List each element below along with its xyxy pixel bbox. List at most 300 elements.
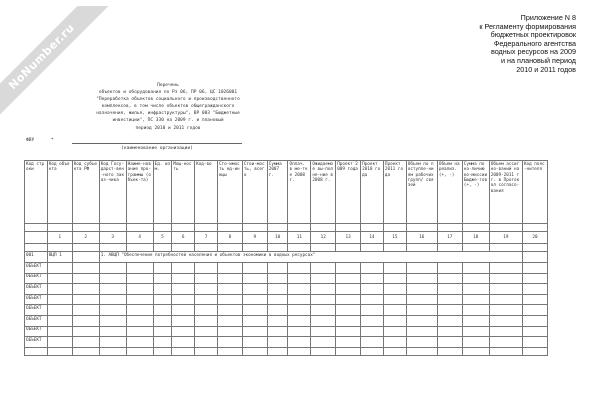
column-number: 8 [217, 232, 242, 244]
data-cell [172, 294, 195, 305]
object-label: ОБЪЕКТ [25, 262, 48, 273]
object-label: ОБЪЕКТ [25, 294, 48, 305]
column-number: 17 [437, 232, 462, 244]
data-cell [462, 305, 489, 316]
data-cell [336, 347, 361, 356]
data-cell [489, 294, 522, 305]
data-cell [522, 326, 547, 337]
data-cell [437, 337, 462, 348]
data-cell [361, 326, 384, 337]
fvu-mark: * [50, 138, 54, 143]
data-cell [311, 326, 336, 337]
spacer-cell [217, 243, 242, 252]
spacer-cell [522, 223, 547, 232]
table-row [25, 305, 548, 316]
data-cell [462, 347, 489, 356]
appendix-line: Приложение N 8 [520, 13, 576, 22]
spacer-cell [195, 223, 218, 232]
appendix-line: водных ресурсов на 2009 [490, 47, 576, 57]
object-label: ОБЪЕКТ [25, 337, 48, 348]
title-line: "Переработка объектов социального и производственного [96, 97, 240, 103]
data-cell [489, 326, 522, 337]
data-cell [406, 284, 437, 295]
data-cell [47, 337, 72, 348]
watermark-text: NoNumber.ru [0, 6, 120, 135]
data-cell [242, 305, 267, 316]
data-cell [383, 284, 406, 295]
data-cell [47, 326, 72, 337]
column-number: 20 [522, 232, 547, 244]
spacer-cell [267, 223, 288, 232]
data-cell [126, 273, 153, 284]
table-row [25, 337, 548, 348]
appendix-line: Федерального агентства [493, 38, 576, 48]
data-cell [72, 337, 99, 348]
data-cell [437, 284, 462, 295]
data-cell [172, 347, 195, 356]
data-cell [489, 305, 522, 316]
data-cell [195, 337, 218, 348]
appendix-header [376, 14, 576, 74]
data-cell [153, 262, 172, 273]
data-cell [99, 337, 126, 348]
data-cell [72, 347, 99, 356]
data-table [24, 160, 548, 356]
title-line: объектов и оборудования по Рз 06, ПР 06, ЦС 1026001 [98, 90, 238, 96]
data-cell [217, 315, 242, 326]
column-header: Код пояс-нителя [522, 161, 547, 224]
data-cell [72, 305, 99, 316]
data-cell [126, 284, 153, 295]
column-number: 13 [336, 232, 361, 244]
data-cell [462, 273, 489, 284]
data-cell [172, 284, 195, 295]
column-header: Код объекта [47, 161, 72, 224]
object-label: ОБЪЕКТ [25, 273, 48, 284]
spacer-cell [72, 243, 99, 252]
data-cell [242, 315, 267, 326]
data-cell [311, 262, 336, 273]
data-cell [462, 262, 489, 273]
spacer-row [25, 243, 548, 252]
appendix-line: 2010 и 2011 годов [516, 64, 576, 74]
data-cell [311, 337, 336, 348]
data-cell [267, 305, 288, 316]
data-cell [195, 294, 218, 305]
spacer-cell [153, 243, 172, 252]
appendix-line: к Регламенту формирования [479, 21, 576, 31]
data-cell [72, 284, 99, 295]
program-object-code: ВЦП 1 [47, 252, 72, 263]
spacer-cell [267, 243, 288, 252]
data-cell [172, 315, 195, 326]
data-cell [336, 262, 361, 273]
column-header: Проект 2009 года [336, 161, 361, 224]
data-cell [406, 326, 437, 337]
data-cell [288, 305, 311, 316]
data-cell [126, 315, 153, 326]
data-cell [462, 337, 489, 348]
data-cell [195, 284, 218, 295]
data-cell [462, 326, 489, 337]
column-number: 10 [267, 232, 288, 244]
title-line: период 2010 и 2011 годов [135, 125, 201, 131]
column-number: 12 [311, 232, 336, 244]
table-row [25, 273, 548, 284]
spacer-cell [489, 243, 522, 252]
column-number: 15 [383, 232, 406, 244]
column-number: 1 [47, 232, 72, 244]
data-cell [217, 284, 242, 295]
column-header: Код Госу-дарст-вен-ного заказ-чика [99, 161, 126, 224]
data-cell [195, 347, 218, 356]
data-cell [172, 273, 195, 284]
column-number: 5 [153, 232, 172, 244]
table-row [25, 326, 548, 337]
data-cell [522, 305, 547, 316]
data-cell [361, 337, 384, 348]
spacer-cell [437, 243, 462, 252]
data-cell [522, 294, 547, 305]
data-cell [406, 262, 437, 273]
title-line: Перечень [157, 83, 179, 88]
spacer-cell [406, 243, 437, 252]
column-header: Сто-имость ед-иницы [217, 161, 242, 224]
data-cell [489, 262, 522, 273]
data-cell [361, 262, 384, 273]
spacer-cell [25, 223, 48, 232]
column-header: Проект 2011 года [383, 161, 406, 224]
column-number: 18 [462, 232, 489, 244]
spacer-cell [522, 243, 547, 252]
spacer-cell [288, 243, 311, 252]
column-header: Объем на реализ. (+, -) [437, 161, 462, 224]
data-cell [172, 326, 195, 337]
column-number: 3 [99, 232, 126, 244]
data-cell [99, 326, 126, 337]
data-cell [267, 315, 288, 326]
data-cell [522, 284, 547, 295]
data-cell [217, 273, 242, 284]
data-cell [47, 294, 72, 305]
data-cell [336, 273, 361, 284]
data-cell [361, 315, 384, 326]
data-cell [336, 326, 361, 337]
data-cell [383, 347, 406, 356]
data-cell [383, 315, 406, 326]
data-cell [336, 294, 361, 305]
column-number: 2 [72, 232, 99, 244]
column-header: Код-во [195, 161, 218, 224]
data-cell [153, 337, 172, 348]
data-cell [99, 305, 126, 316]
data-cell [242, 347, 267, 356]
data-cell [406, 294, 437, 305]
data-cell [72, 326, 99, 337]
data-cell [47, 273, 72, 284]
spacer-cell [361, 223, 384, 232]
spacer-cell [195, 243, 218, 252]
data-cell [311, 294, 336, 305]
data-cell [336, 284, 361, 295]
table-row [25, 284, 548, 295]
data-cell [288, 347, 311, 356]
data-cell [126, 262, 153, 273]
program-row [25, 252, 548, 263]
data-cell [25, 347, 48, 356]
data-cell [217, 262, 242, 273]
fvu-caption: (наименование организации) [121, 146, 193, 151]
spacer-cell [172, 243, 195, 252]
data-cell [242, 273, 267, 284]
data-cell [195, 262, 218, 273]
column-header: Проект 2010 года [361, 161, 384, 224]
data-cell [217, 294, 242, 305]
data-cell [99, 294, 126, 305]
data-cell [361, 294, 384, 305]
data-cell [383, 305, 406, 316]
data-cell [406, 315, 437, 326]
spacer-cell [99, 223, 126, 232]
data-cell [311, 315, 336, 326]
spacer-cell [72, 223, 99, 232]
data-cell [153, 273, 172, 284]
data-cell [267, 337, 288, 348]
table-row [25, 262, 548, 273]
data-cell [437, 326, 462, 337]
data-cell [383, 337, 406, 348]
spacer-cell [288, 223, 311, 232]
data-cell [99, 284, 126, 295]
data-cell [195, 315, 218, 326]
data-cell [336, 337, 361, 348]
spacer-cell [126, 223, 153, 232]
data-cell [288, 315, 311, 326]
data-cell [47, 262, 72, 273]
data-cell [311, 284, 336, 295]
spacer-cell [383, 223, 406, 232]
data-cell [522, 347, 547, 356]
data-cell [242, 262, 267, 273]
fvu-underline [72, 143, 242, 144]
data-cell [288, 326, 311, 337]
column-header: Объем ассигно-ваний на 2009-2011 гг. в Протокол согласо-вания [489, 161, 522, 224]
column-header: Сумма 2007 г. [267, 161, 288, 224]
column-number: 16 [406, 232, 437, 244]
appendix-line: бюджетных проектировок [490, 30, 576, 40]
table-row [25, 315, 548, 326]
data-cell [406, 347, 437, 356]
data-cell [47, 284, 72, 295]
data-cell [311, 347, 336, 356]
spacer-cell [242, 223, 267, 232]
data-cell [489, 273, 522, 284]
data-cell [383, 273, 406, 284]
title-line: комплексов, в том числе объектов общегражданского [101, 104, 235, 110]
data-cell [522, 337, 547, 348]
data-cell [437, 294, 462, 305]
spacer-cell [383, 243, 406, 252]
data-cell [288, 273, 311, 284]
data-cell [72, 294, 99, 305]
data-cell [172, 337, 195, 348]
column-number: 19 [489, 232, 522, 244]
data-cell [522, 315, 547, 326]
data-cell [311, 273, 336, 284]
data-cell [437, 305, 462, 316]
table-row [25, 294, 548, 305]
spacer-cell [336, 223, 361, 232]
fvu-label-text: ФВУ [26, 138, 35, 143]
column-number: 14 [361, 232, 384, 244]
data-cell [267, 326, 288, 337]
data-cell [462, 284, 489, 295]
spacer-cell [99, 243, 126, 252]
data-cell [361, 284, 384, 295]
data-cell [217, 347, 242, 356]
data-cell [242, 326, 267, 337]
data-cell [383, 326, 406, 337]
column-header: Ед. изм. [153, 161, 172, 224]
data-cell [437, 262, 462, 273]
title-line: инвестиции", ПС 330 на 2009 г. и плановый [112, 118, 224, 124]
spacer-cell [47, 223, 72, 232]
data-cell [153, 294, 172, 305]
data-cell [217, 305, 242, 316]
document-title [48, 82, 288, 132]
data-cell [489, 337, 522, 348]
data-cell [217, 326, 242, 337]
data-cell [242, 337, 267, 348]
column-number-blank [25, 232, 48, 244]
data-cell [153, 305, 172, 316]
data-cell [462, 294, 489, 305]
spacer-cell [336, 243, 361, 252]
data-cell [126, 294, 153, 305]
appendix-line: и на плановый период [501, 55, 576, 65]
data-cell [522, 273, 547, 284]
spacer-cell [25, 243, 48, 252]
data-cell [267, 347, 288, 356]
data-cell [72, 273, 99, 284]
spacer-row [25, 223, 548, 232]
column-number: 9 [242, 232, 267, 244]
column-header: Ожидаемое вы-полне-ние в 2008 г. [311, 161, 336, 224]
data-cell [462, 315, 489, 326]
data-cell [126, 347, 153, 356]
data-cell [267, 294, 288, 305]
fvu-label [26, 138, 54, 143]
data-cell [288, 284, 311, 295]
watermark [0, 6, 132, 156]
object-label: ОБЪЕКТ [25, 326, 48, 337]
data-cell [489, 347, 522, 356]
data-cell [522, 262, 547, 273]
data-cell [47, 347, 72, 356]
column-number: 6 [172, 232, 195, 244]
data-cell [336, 315, 361, 326]
spacer-cell [437, 223, 462, 232]
spacer-cell [311, 243, 336, 252]
data-cell [153, 315, 172, 326]
data-cell [195, 305, 218, 316]
data-cell [126, 326, 153, 337]
column-number: 11 [288, 232, 311, 244]
spacer-cell [47, 243, 72, 252]
data-cell [383, 294, 406, 305]
header-row [25, 161, 548, 224]
spacer-cell [361, 243, 384, 252]
column-header: Сумма по на-личию ко-миссии Бюдже-тов (+, -) [462, 161, 489, 224]
data-cell [361, 273, 384, 284]
column-number: 4 [126, 232, 153, 244]
data-cell [195, 326, 218, 337]
column-number: 7 [195, 232, 218, 244]
data-cell [336, 305, 361, 316]
data-cell [172, 262, 195, 273]
object-label: ОБЪЕКТ [25, 305, 48, 316]
data-cell [72, 262, 99, 273]
column-header: Стои-мость, всего [242, 161, 267, 224]
data-cell [99, 347, 126, 356]
data-cell [217, 337, 242, 348]
data-cell [99, 315, 126, 326]
column-header: Код субъекта РФ [72, 161, 99, 224]
spacer-cell [172, 223, 195, 232]
program-blank [522, 252, 547, 263]
column-header: Наиме-нование про-граммы (объек-та) [126, 161, 153, 224]
data-cell [267, 262, 288, 273]
data-cell [406, 337, 437, 348]
data-cell [242, 294, 267, 305]
data-cell [437, 273, 462, 284]
object-label: ОБЪЕКТ [25, 315, 48, 326]
title-line: назначения, жилья, инфраструктуры", ВР 003 "Бюджетные [96, 111, 240, 117]
data-cell [406, 273, 437, 284]
column-header: Мощ-ность [172, 161, 195, 224]
spacer-cell [153, 223, 172, 232]
data-cell [288, 294, 311, 305]
data-cell [126, 305, 153, 316]
data-cell [267, 273, 288, 284]
spacer-cell [462, 243, 489, 252]
data-cell [406, 305, 437, 316]
data-cell [242, 284, 267, 295]
spacer-cell [217, 223, 242, 232]
column-header: Объем по поступле-ниям рабочих групп/ связей [406, 161, 437, 224]
column-number-row [25, 232, 548, 244]
data-cell [99, 273, 126, 284]
data-cell [126, 337, 153, 348]
data-cell [288, 337, 311, 348]
data-cell [311, 305, 336, 316]
spacer-cell [462, 223, 489, 232]
data-cell [172, 305, 195, 316]
data-cell [361, 347, 384, 356]
data-cell [437, 347, 462, 356]
spacer-cell [126, 243, 153, 252]
data-cell [195, 273, 218, 284]
column-header: Код строки [25, 161, 48, 224]
program-blank [72, 252, 99, 263]
data-cell [288, 262, 311, 273]
object-label: ОБЪЕКТ [25, 284, 48, 295]
program-row-code: 001 [25, 252, 48, 263]
column-header: Оплач. в ме-тке 2008 г. [288, 161, 311, 224]
data-cell [47, 315, 72, 326]
data-cell [99, 262, 126, 273]
data-cell [361, 305, 384, 316]
